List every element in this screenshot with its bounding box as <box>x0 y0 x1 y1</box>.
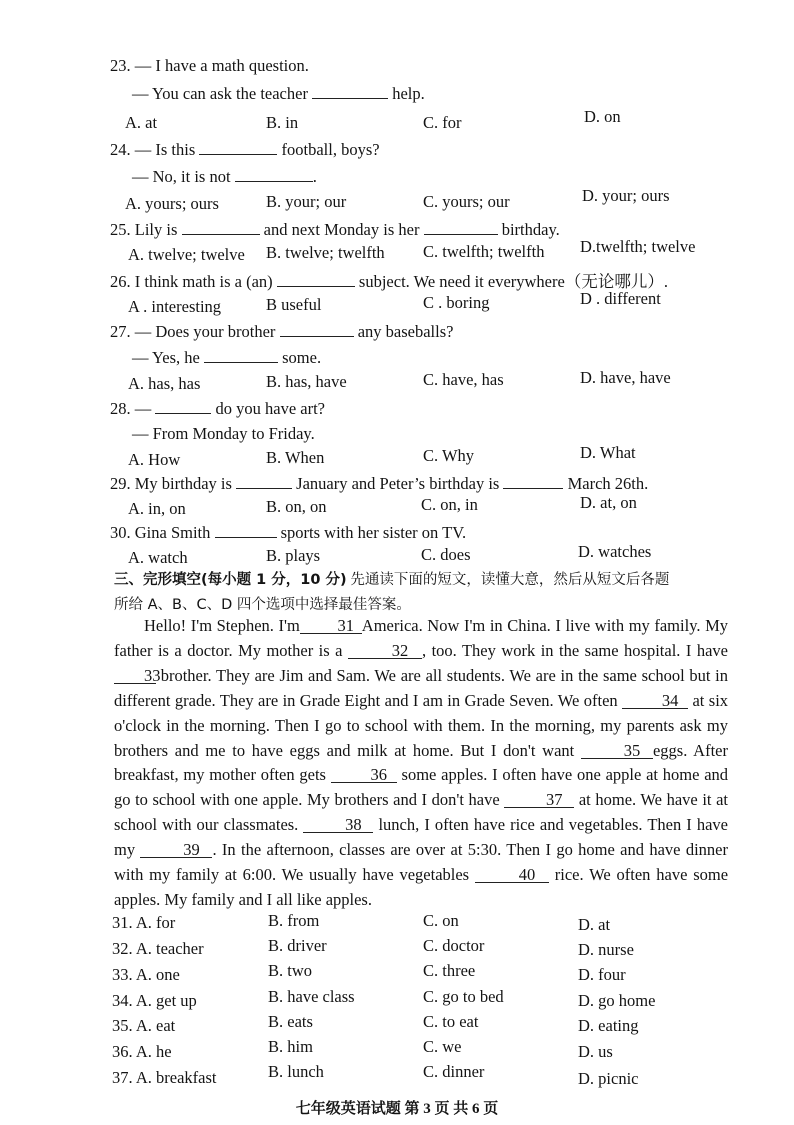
option-d: D. on <box>584 107 621 126</box>
text: — You can ask the teacher <box>132 84 308 103</box>
option-d: D. watches <box>578 542 652 561</box>
option-a: 31. A. for <box>112 913 176 932</box>
text: sports with her sister on TV. <box>280 523 467 542</box>
option-a: A. twelve; twelve <box>128 245 245 264</box>
option-d: D.twelfth; twelve <box>580 237 696 256</box>
question-number: 26. <box>110 272 131 291</box>
option-b: B. him <box>268 1037 313 1056</box>
passage-text: at home. We have it at school with our classmates. <box>114 790 728 835</box>
option-c: C. three <box>423 961 476 980</box>
option-a: A. at <box>125 113 158 132</box>
cloze-blank-34: 34 <box>622 693 688 709</box>
option-a: A. yours; ours <box>125 194 219 213</box>
option-a: 33. A. one <box>112 965 180 984</box>
question-number: 25. <box>110 220 131 239</box>
cloze-blank-40: 40 <box>475 867 549 883</box>
option-c: C. dinner <box>423 1062 485 1081</box>
passage-text: , too. They work in the same hospital. I have <box>421 640 729 660</box>
cloze-blank-35: 35 <box>581 743 653 759</box>
option-d: D. have, have <box>580 368 671 387</box>
text: subject. We need it everywhere（无论哪儿）. <box>358 272 668 291</box>
option-b: B. in <box>266 113 299 132</box>
text: Gina Smith <box>134 523 211 542</box>
text: My birthday is <box>134 474 232 493</box>
q28-line1 <box>110 399 325 419</box>
q23-line2 <box>132 84 425 104</box>
text: — Does your brother <box>134 322 276 341</box>
option-c: C. twelfth; twelfth <box>423 242 545 261</box>
cloze-blank-37: 37 <box>504 792 574 808</box>
option-c: C. we <box>423 1037 462 1056</box>
answer-blank <box>182 220 260 235</box>
cloze-blank-33: 33 <box>114 668 156 684</box>
text: I think math is a (an) <box>134 272 273 291</box>
answer-blank <box>215 523 277 538</box>
passage-text: . In the afternoon, classes are over at 5:30. Then I go home and have dinner with my family at 6:00. We usually have vegetables <box>114 840 728 885</box>
text: — <box>134 399 152 418</box>
option-d: D. at <box>578 915 611 934</box>
option-d: D. at, on <box>580 493 637 512</box>
option-c: C. to eat <box>423 1012 479 1031</box>
answer-blank <box>155 399 211 414</box>
text: January and Peter’s birthday is <box>296 474 500 493</box>
option-a: A. How <box>128 450 181 469</box>
option-b: B. your; our <box>266 192 347 211</box>
option-b: B. on, on <box>266 497 327 516</box>
q24-line1 <box>110 140 380 160</box>
question-number: 29. <box>110 474 131 493</box>
option-a: A . interesting <box>128 297 222 316</box>
section-instruction: 先通读下面的短文，读懂大意，然后从短文后各题 <box>350 572 670 588</box>
passage-text: at six o'clock in the morning. Then I go to school with them. In the morning, my parents ask my brothers and me to have eggs and milk at home. But I don't want <box>114 690 729 760</box>
answer-blank <box>235 167 313 182</box>
option-b: B. twelve; twelfth <box>266 243 385 262</box>
passage-text: brother. They are Jim and Sam. We are all students. We are in the same school but in different grade. They are in Grade Eight and I am in Grade Seven. We often <box>114 665 728 710</box>
q27-line1 <box>110 322 453 342</box>
option-d: D. four <box>578 965 626 984</box>
answer-blank <box>280 322 354 337</box>
passage-text: Hello! I'm Stephen. I'm <box>144 616 300 635</box>
option-c: C. doctor <box>423 936 485 955</box>
section-three-heading <box>114 570 669 590</box>
text: some. <box>282 348 322 367</box>
q23-line1 <box>110 56 309 76</box>
text: Lily is <box>134 220 178 239</box>
option-c: C. yours; our <box>423 192 510 211</box>
cloze-blank-36: 36 <box>331 767 397 783</box>
passage-text: eggs. After breakfast, my mother often gets <box>114 740 728 785</box>
q29-line1 <box>110 474 648 494</box>
question-number: 28. <box>110 399 131 418</box>
text: birthday. <box>501 220 560 239</box>
option-b: B. two <box>268 961 313 980</box>
option-b: B. from <box>268 911 320 930</box>
option-b: B. When <box>266 448 325 467</box>
option-d: D . different <box>580 289 661 308</box>
option-a: A. has, has <box>128 374 201 393</box>
option-d: D. nurse <box>578 940 634 959</box>
q30-line1 <box>110 523 466 543</box>
q25-line1 <box>110 220 560 240</box>
question-number: 30. <box>110 523 131 542</box>
option-c: C. Why <box>423 446 475 465</box>
text: . <box>312 167 317 186</box>
text: do you have art? <box>215 399 325 418</box>
answer-blank <box>199 140 277 155</box>
q24-line2 <box>132 167 317 187</box>
section-instruction-cont: 所给 A、B、C、D 四个选项中选择最佳答案。 <box>114 597 411 613</box>
answer-blank <box>503 474 563 489</box>
option-a: 34. A. get up <box>112 991 197 1010</box>
option-b: B. eats <box>268 1012 313 1031</box>
q28-line2: — From Monday to Friday. <box>132 424 315 443</box>
question-number: 23. <box>110 56 131 75</box>
option-c: C. go to bed <box>423 987 504 1006</box>
text: — No, it is not <box>132 167 231 186</box>
option-b: B. plays <box>266 546 321 565</box>
option-d: D. What <box>580 443 636 462</box>
option-d: D. us <box>578 1042 613 1061</box>
option-a: A. in, on <box>128 499 186 518</box>
cloze-passage <box>114 614 728 913</box>
option-a: A. watch <box>128 548 188 567</box>
passage-text: lunch, I often have rice and vegetables. Then I have my <box>114 815 729 860</box>
option-a: 37. A. breakfast <box>112 1068 217 1087</box>
option-d: D. picnic <box>578 1069 639 1088</box>
cloze-blank-31: 31 <box>300 618 362 634</box>
option-c: C. on <box>423 911 459 930</box>
question-number: 27. <box>110 322 131 341</box>
q27-line2 <box>132 348 321 368</box>
answer-blank <box>312 84 388 99</box>
text: help. <box>392 84 425 103</box>
option-c: C. for <box>423 113 462 132</box>
text: March 26th. <box>567 474 649 493</box>
option-c: C. have, has <box>423 370 504 389</box>
text: — Yes, he <box>132 348 200 367</box>
answer-blank <box>424 220 498 235</box>
option-c: C. on, in <box>421 495 478 514</box>
cloze-blank-38: 38 <box>303 817 373 833</box>
option-d: D. go home <box>578 991 656 1010</box>
question-text: — I have a math question. <box>134 56 309 75</box>
answer-blank <box>277 272 355 287</box>
passage-text: America. Now I'm in China. I live with my family. My father is a doctor. My mother is a <box>114 616 728 660</box>
option-b: B. has, have <box>266 372 347 391</box>
option-a: 36. A. he <box>112 1042 172 1061</box>
answer-blank <box>236 474 292 489</box>
option-c: C . boring <box>423 293 490 312</box>
text: any baseballs? <box>357 322 454 341</box>
option-c: C. does <box>421 545 471 564</box>
cloze-blank-32: 32 <box>348 643 422 659</box>
answer-blank <box>204 348 278 363</box>
option-d: D. your; ours <box>582 186 670 205</box>
cloze-blank-39: 39 <box>140 842 212 858</box>
text: and next Monday is her <box>263 220 420 239</box>
option-d: D. eating <box>578 1016 639 1035</box>
option-b: B. lunch <box>268 1062 324 1081</box>
page-footer: 七年级英语试题 第 3 页 共 6 页 <box>295 1101 499 1117</box>
section-title: 三、完形填空(每小题 1 分，10 分) <box>114 572 347 588</box>
option-b: B useful <box>266 295 322 314</box>
option-a: 35. A. eat <box>112 1016 176 1035</box>
passage-text: some apples. I often have one apple at home and go to school with one apple. My brothers and I don't have <box>114 765 729 810</box>
text: — Is this <box>134 140 196 159</box>
option-b: B. have class <box>268 987 355 1006</box>
option-a: 32. A. teacher <box>112 939 204 958</box>
passage-text: rice. We often have some apples. My family and I all like apples. <box>114 865 729 909</box>
option-b: B. driver <box>268 936 327 955</box>
question-number: 24. <box>110 140 131 159</box>
text: football, boys? <box>281 140 380 159</box>
